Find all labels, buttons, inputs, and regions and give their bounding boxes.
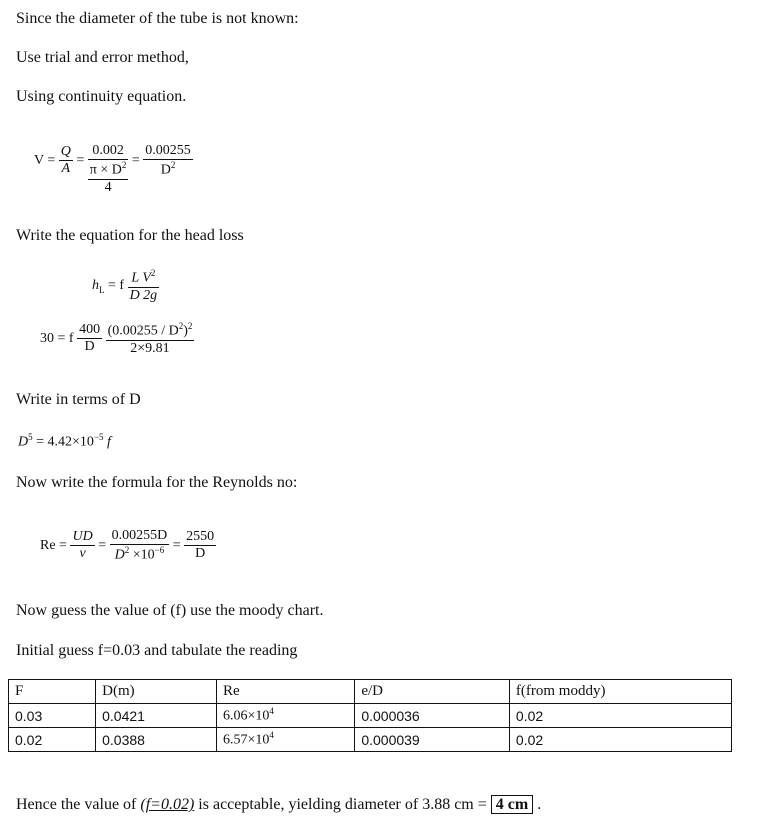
d5-equation: $D^5 = 4.42\times 10^{-5}$ f xyxy=(18,432,111,450)
table-header-row xyxy=(9,680,732,704)
continuity-equation: V = $\frac{Q}{A}$ = 0.002 $\pi \times D^2$ 4 = $\frac{0.00255}{D^2}$ xyxy=(34,143,191,195)
answer-box: 4 cm xyxy=(491,795,533,814)
text-line-8: Initial guess f=0.03 and tabulate the reading xyxy=(16,642,298,659)
table-header: D(m) xyxy=(96,680,217,704)
table-row xyxy=(9,728,732,752)
table-header: Re xyxy=(216,680,354,704)
results-table xyxy=(8,679,732,752)
table-header: e/D xyxy=(355,680,510,704)
table-cell: 0.000039 xyxy=(355,728,510,752)
text-line-5: Write in terms of D xyxy=(16,391,141,408)
reynolds-equation: Re = $\frac{UD}{\nu}$ = $\frac{0.00255D}{D^2 \times 10^{-6}}$ = $\frac{2550}{D}$ xyxy=(40,528,215,563)
headloss-equation: $h_L = f$ $\frac{L V^2}{D 2g}$ xyxy=(92,268,158,303)
table-cell: 0.000036 xyxy=(355,704,510,728)
table-row xyxy=(9,704,732,728)
table-cell: 0.0388 xyxy=(96,728,217,752)
friction-value: (f=0.02) xyxy=(140,796,195,813)
text-line-4: Write the equation for the head loss xyxy=(16,227,244,244)
text-line-6: Now write the formula for the Reynolds no: xyxy=(16,474,298,491)
table-cell: 0.02 xyxy=(9,728,96,752)
text-line-3: Using continuity equation. xyxy=(16,88,187,105)
table-cell: $6.06\times 10^4$ xyxy=(216,704,354,728)
table-cell: 0.0421 xyxy=(96,704,217,728)
headloss-numeric-equation: 30 = f $\frac{400}{D}$ $\frac{(0.00255 / D^2)^2}{2\times 9.81}$ xyxy=(40,321,193,356)
conclusion-line: Hence the value of (f=0.02) is acceptable, yielding diameter of 3.88 cm = 4 cm . xyxy=(16,796,542,813)
table-cell: 0.02 xyxy=(509,728,731,752)
table-header: f(from moddy) xyxy=(509,680,731,704)
text-line-1: Since the diameter of the tube is not known: xyxy=(16,10,299,27)
table-cell: 0.02 xyxy=(509,704,731,728)
table-header: F xyxy=(9,680,96,704)
table-cell: $6.57\times 10^4$ xyxy=(216,728,354,752)
text-line-2: Use trial and error method, xyxy=(16,49,189,66)
table-cell: 0.03 xyxy=(9,704,96,728)
text-line-7: Now guess the value of (f) use the moody chart. xyxy=(16,602,324,619)
